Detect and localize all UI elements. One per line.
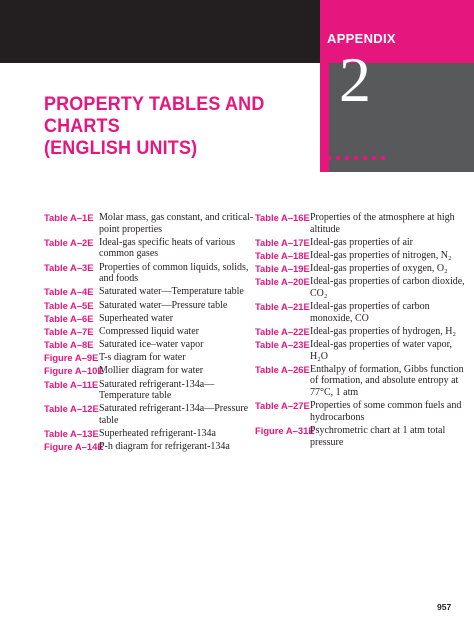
entry-label: Table A–13E	[44, 428, 99, 440]
entry-description: Compressed liquid water	[99, 325, 199, 337]
entry-description: Mollier diagram for water	[99, 365, 204, 377]
entry-description: Ideal-gas properties of nitrogen, N₂	[310, 249, 452, 261]
contents-entry	[255, 237, 467, 249]
contents-entry	[44, 326, 254, 338]
contents-entry	[44, 237, 254, 260]
entry-description: Superheated refrigerant-134a	[99, 428, 216, 440]
page-title	[44, 93, 292, 159]
entry-label: Table A–12E	[44, 403, 99, 415]
entry-label: Table A–26E	[255, 363, 310, 375]
dot	[354, 156, 358, 160]
contents-entry	[255, 263, 467, 275]
entry-description: Ideal-gas properties of carbon monoxide, CO	[310, 301, 430, 324]
contents-entry	[255, 301, 467, 324]
entry-label: Table A–2E	[44, 236, 94, 248]
contents-entry	[255, 339, 467, 362]
entry-description: Saturated refrigerant-134a—Temperature table	[99, 378, 215, 402]
entry-description: Superheated water	[99, 312, 174, 324]
entry-label: Table A–3E	[44, 261, 94, 273]
entry-description: Properties of some common fuels and hydrocarbons	[310, 400, 462, 423]
entry-description: Properties of common liquids, solids, and foods	[99, 261, 249, 285]
entry-label: Figure A–10E	[44, 365, 104, 377]
entry-label: Figure A–9E	[44, 352, 99, 364]
entry-label: Table A–11E	[44, 378, 99, 390]
dot	[336, 156, 340, 160]
entry-label: Table A–21E	[255, 301, 310, 313]
contents-right-column	[255, 212, 467, 450]
dot	[381, 156, 385, 160]
dot	[327, 156, 331, 160]
contents-entry	[255, 276, 467, 299]
entry-description: Molar mass, gas constant, and critical-point properties	[99, 212, 254, 235]
entry-label: Table A–1E	[44, 212, 94, 223]
contents-entry	[44, 339, 254, 351]
entry-label: Table A–18E	[255, 249, 310, 261]
entry-description: Properties of the atmosphere at high altitude	[310, 212, 455, 235]
contents-entry	[255, 364, 467, 399]
entry-description: Enthalpy of formation, Gibbs function of formation, and absolute entropy at 77°C, 1 atm	[310, 363, 464, 399]
contents-entry	[44, 212, 254, 235]
entry-label: Table A–19E	[255, 263, 310, 275]
title-line-1: PROPERTY TABLES AND CHARTS	[44, 93, 265, 137]
entry-description: P-h diagram for refrigerant-134a	[99, 441, 230, 453]
entry-description: Ideal-gas specific heats of various common gases	[99, 236, 236, 260]
contents-entry	[255, 326, 467, 338]
decorative-dots	[327, 156, 385, 160]
contents-entry	[44, 300, 254, 312]
entry-description: T-s diagram for water	[99, 352, 186, 364]
contents-entry	[44, 352, 254, 364]
contents-entry	[255, 212, 467, 235]
dot	[372, 156, 376, 160]
entry-description: Saturated water—Temperature table	[99, 286, 244, 298]
entry-description: Ideal-gas properties of oxygen, O₂	[310, 263, 448, 275]
contents-entry	[44, 262, 254, 285]
contents-entry	[44, 286, 254, 298]
entry-label: Table A–8E	[44, 339, 94, 351]
entry-description: Ideal-gas properties of hydrogen, H₂	[310, 325, 456, 337]
contents-entry	[44, 379, 254, 402]
entry-label: Table A–4E	[44, 286, 94, 298]
entry-label: Figure A–31E	[255, 425, 315, 437]
dot	[363, 156, 367, 160]
contents-entry	[44, 365, 254, 377]
contents-entry	[255, 400, 467, 423]
entry-description: Ideal-gas properties of carbon dioxide, CO₂	[310, 276, 465, 299]
contents-entry	[255, 250, 467, 262]
entry-label: Table A–16E	[255, 212, 310, 223]
page-number: 957	[437, 602, 452, 612]
entry-description: Ideal-gas properties of air	[310, 236, 414, 248]
entry-label: Table A–22E	[255, 325, 310, 337]
entry-description: Saturated water—Pressure table	[99, 299, 228, 311]
contents-entry	[255, 425, 467, 448]
entry-label: Table A–20E	[255, 276, 310, 288]
entry-description: Saturated ice–water vapor	[99, 339, 204, 351]
entry-label: Table A–17E	[255, 236, 310, 248]
contents-entry	[44, 441, 254, 453]
contents-entry	[44, 313, 254, 325]
entry-label: Figure A–14E	[44, 441, 104, 453]
entry-description: Saturated refrigerant-134a—Pressure table	[99, 403, 249, 427]
appendix-label: APPENDIX	[327, 31, 396, 46]
entry-label: Table A–27E	[255, 400, 310, 412]
contents-left-column	[44, 212, 254, 455]
contents-entry	[44, 403, 254, 426]
entry-description: Ideal-gas properties of water vapor, H₂O	[310, 339, 453, 362]
entry-label: Table A–23E	[255, 339, 310, 351]
title-line-2: (ENGLISH UNITS)	[44, 137, 198, 159]
entry-label: Table A–7E	[44, 325, 94, 337]
appendix-number: 2	[339, 44, 371, 115]
entry-label: Table A–5E	[44, 299, 94, 311]
header-dark-band	[0, 0, 320, 63]
dot	[345, 156, 349, 160]
contents-entry	[44, 428, 254, 440]
entry-label: Table A–6E	[44, 312, 94, 324]
entry-description: Psychrometric chart at 1 atm total pressure	[310, 425, 446, 448]
